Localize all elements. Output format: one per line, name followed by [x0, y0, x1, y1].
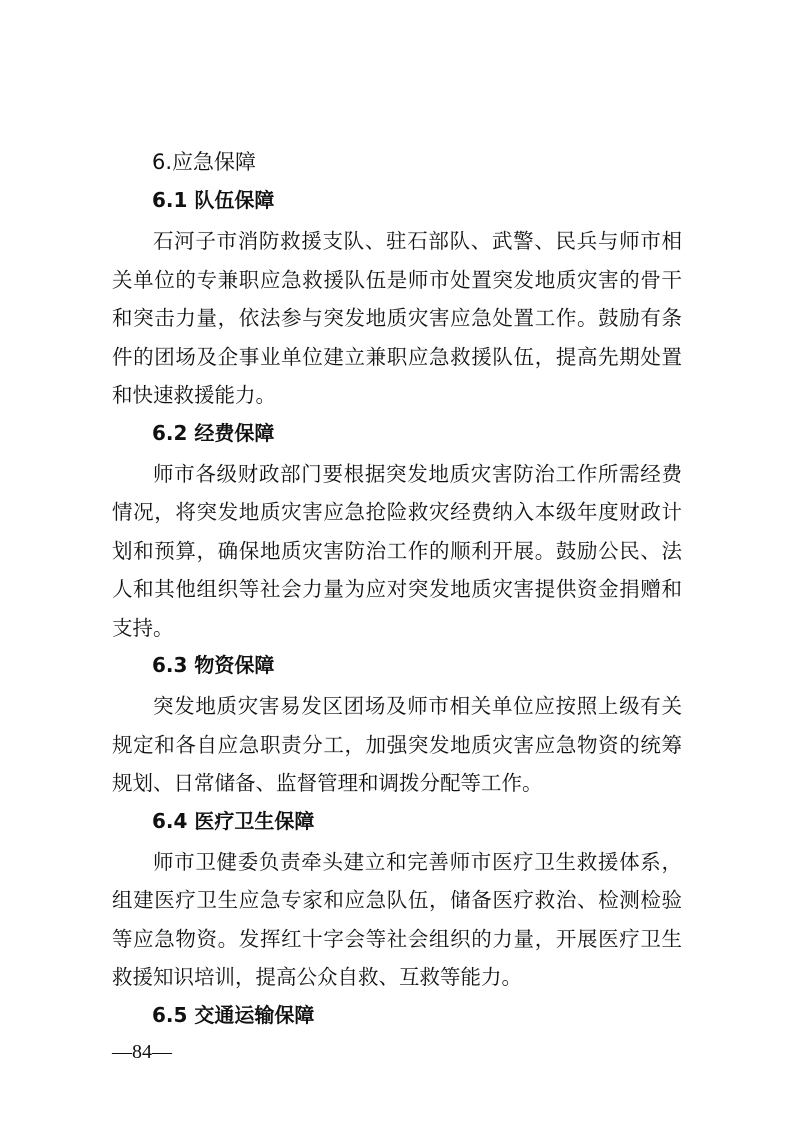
document-body [112, 146, 682, 1037]
page-number: —84— [112, 1041, 172, 1063]
subsection-title-transport-support: 6.5 交通运输保障 [152, 1002, 315, 1027]
section-title-emergency-support: 6.应急保障 [152, 150, 257, 174]
subsection-title-team-support: 6.1 队伍保障 [152, 188, 275, 212]
paragraph-funding-support: 师市各级财政部门要根据突发地质灾害防治工作所需经费情况，将突发地质灾害应急抢险救灾经费纳入本级年度财政计划和预算，确保地质灾害防治工作的顺利开展。鼓励公民、法人和其他组织等社会力量为应对突发地质灾害提供资金捐赠和支持。 [112, 461, 682, 640]
subsection-title-materials-support: 6.3 物资保障 [152, 653, 275, 677]
paragraph-medical-support: 师市卫健委负责牵头建立和完善师市医疗卫生救援体系，组建医疗卫生应急专家和应急队伍，储备医疗救治、检测检验等应急物资。发挥红十字会等社会组织的力量，开展医疗卫生救援知识培训，提高公众自救、互救等能力。 [112, 849, 682, 989]
paragraph-materials-support: 突发地质灾害易发区团场及师市相关单位应按照上级有关规定和各自应急职责分工，加强突发地质灾害应急物资的统筹规划、日常储备、监督管理和调拨分配等工作。 [112, 694, 682, 795]
paragraph-team-support: 石河子市消防救援支队、驻石部队、武警、民兵与师市相关单位的专兼职应急救援队伍是师市处置突发地质灾害的骨干和突击力量，依法参与突发地质灾害应急处置工作。鼓励有条件的团场及企事业单位建立兼职应急救援队伍，提高先期处置和快速救援能力。 [112, 229, 682, 407]
subsection-title-funding-support: 6.2 经费保障 [152, 420, 275, 445]
subsection-title-medical-support: 6.4 医疗卫生保障 [152, 808, 315, 833]
